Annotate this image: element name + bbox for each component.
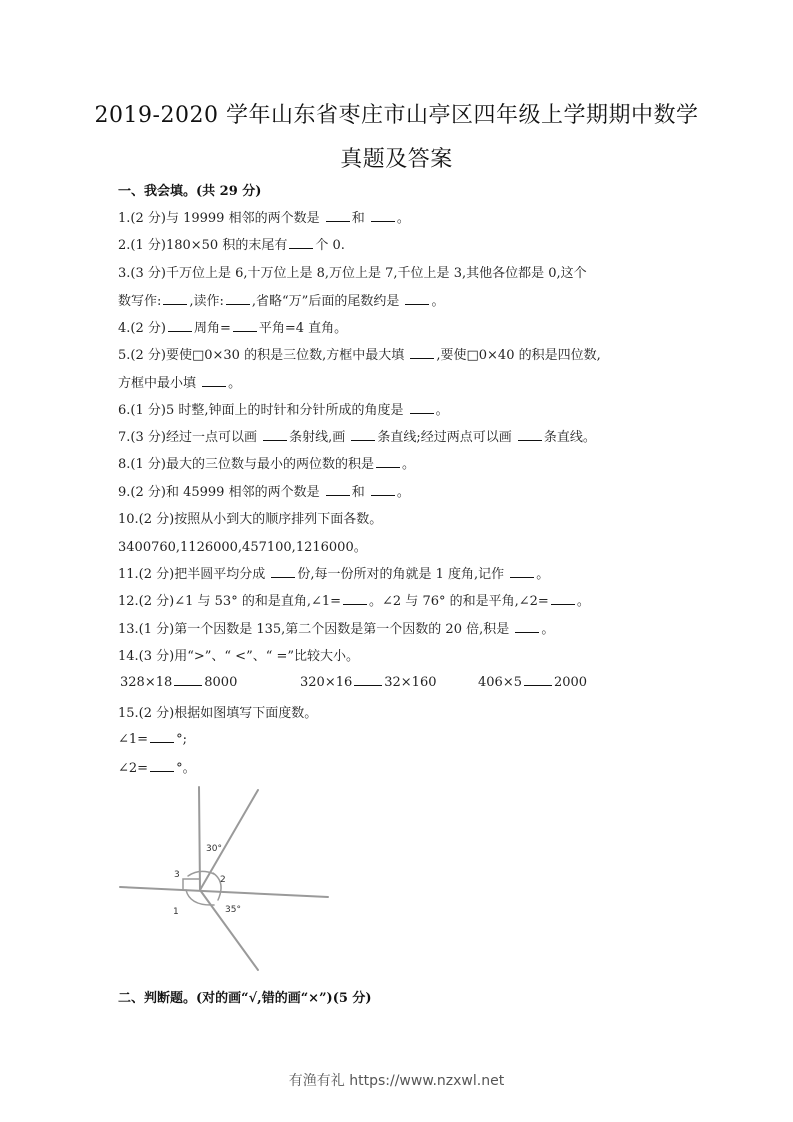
q8-text-a: 8.(1 分)最大的三位数与最小的两位数的积是 xyxy=(118,457,374,472)
question-8 xyxy=(118,453,415,472)
q9-blank-1[interactable] xyxy=(326,483,350,496)
q2-text-b: 个 0. xyxy=(315,238,345,253)
label-angle-1: 1 xyxy=(173,907,179,917)
q1-text-b: 和 xyxy=(351,211,369,226)
q2-blank-1[interactable] xyxy=(289,236,313,249)
question-15-angle2 xyxy=(118,757,196,776)
question-2 xyxy=(118,234,345,253)
q4-text-b: 周角= xyxy=(193,321,231,336)
angle1-label: ∠1= xyxy=(118,732,149,747)
q3-blank-2[interactable] xyxy=(226,292,250,305)
q9-text-a: 9.(2 分)和 45999 相邻的两个数是 xyxy=(118,485,324,500)
label-30-degrees: 30° xyxy=(206,844,222,854)
q1-blank-1[interactable] xyxy=(326,209,350,222)
question-15-line1: 15.(2 分)根据如图填写下面度数。 xyxy=(118,706,318,721)
q4-blank-2[interactable] xyxy=(233,319,257,332)
question-12 xyxy=(118,590,590,609)
document-title-line2: 真题及答案 xyxy=(340,147,453,172)
angle1-unit: °; xyxy=(176,732,187,747)
q11-text-c: 。 xyxy=(536,567,550,582)
q5-text-c: 方框中最小填 xyxy=(118,376,201,391)
q8-text-b: 。 xyxy=(401,457,415,472)
q5-blank-1[interactable] xyxy=(410,346,434,359)
q6-text-a: 6.(1 分)5 时整,钟面上的时针和分针所成的角度是 xyxy=(118,403,408,418)
question-10-line1: 10.(2 分)按照从小到大的顺序排列下面各数。 xyxy=(118,512,383,527)
comparison-1-blank[interactable] xyxy=(174,673,202,686)
q7-blank-1[interactable] xyxy=(263,428,287,441)
comparison-2-blank[interactable] xyxy=(354,673,382,686)
angle2-unit: °。 xyxy=(176,761,196,776)
section1-heading: 一、我会填。(共 29 分) xyxy=(118,184,262,199)
comparison-3-blank[interactable] xyxy=(524,673,552,686)
q12-blank-1[interactable] xyxy=(343,592,367,605)
q5-blank-2[interactable] xyxy=(202,374,226,387)
footer-watermark: 有渔有礼 https://www.nzxwl.net xyxy=(288,1073,505,1089)
section2-heading: 二、判断题。(对的画“√,错的画“×”)(5 分) xyxy=(118,991,372,1006)
label-angle-2: 2 xyxy=(220,875,226,885)
q7-text-a: 7.(3 分)经过一点可以画 xyxy=(118,430,262,445)
q3-blank-1[interactable] xyxy=(163,292,187,305)
q12-text-a: 12.(2 分)∠1 与 53° 的和是直角,∠1= xyxy=(118,594,342,609)
q7-blank-3[interactable] xyxy=(518,428,542,441)
comparison-2-left: 320×16 xyxy=(300,675,353,690)
q12-blank-2[interactable] xyxy=(551,592,575,605)
q6-text-b: 。 xyxy=(435,403,449,418)
question-5-line2 xyxy=(118,372,241,391)
q13-text-a: 13.(1 分)第一个因数是 135,第二个因数是第一个因数的 20 倍,积是 xyxy=(118,622,514,637)
q1-text-a: 1.(2 分)与 19999 相邻的两个数是 xyxy=(118,211,324,226)
q3-text-b: ,读作: xyxy=(189,294,224,309)
comparison-3 xyxy=(478,673,587,690)
comparison-3-right: 2000 xyxy=(553,675,588,690)
question-6 xyxy=(118,399,449,418)
q4-blank-1[interactable] xyxy=(168,319,192,332)
q3-blank-3[interactable] xyxy=(405,292,429,305)
comparison-3-left: 406×5 xyxy=(478,675,522,690)
question-7 xyxy=(118,426,596,445)
comparison-1-left: 328×18 xyxy=(120,675,173,690)
q12-text-c: 。 xyxy=(576,594,590,609)
comparison-2 xyxy=(300,673,437,690)
q2-text-a: 2.(1 分)180×50 积的末尾有 xyxy=(118,238,288,253)
q5-text-a: 5.(2 分)要使□0×30 的积是三位数,方框中最大填 xyxy=(118,348,409,363)
question-4 xyxy=(118,317,347,336)
label-angle-3: 3 xyxy=(174,870,180,880)
q9-text-c: 。 xyxy=(396,485,410,500)
question-10-numbers: 3400760,1126000,457100,1216000。 xyxy=(118,540,367,555)
q9-blank-2[interactable] xyxy=(371,483,395,496)
label-35-degrees: 35° xyxy=(225,905,241,915)
q13-text-b: 。 xyxy=(541,622,555,637)
question-14-line1: 14.(3 分)用“>”、“ <”、“ =”比较大小。 xyxy=(118,649,360,664)
q4-text-c: 平角=4 直角。 xyxy=(258,321,348,336)
angle-diagram xyxy=(118,782,338,977)
q6-blank-1[interactable] xyxy=(410,401,434,414)
question-5-line1 xyxy=(118,344,601,363)
question-3-line2 xyxy=(118,290,444,309)
angle2-label: ∠2= xyxy=(118,761,149,776)
q3-text-a: 数写作: xyxy=(118,294,162,309)
q7-text-c: 条直线;经过两点可以画 xyxy=(377,430,516,445)
q12-text-b: 。∠2 与 76° 的和是平角,∠2= xyxy=(369,594,549,609)
q9-text-b: 和 xyxy=(351,485,369,500)
question-15-angle1 xyxy=(118,730,187,747)
comparison-1-right: 8000 xyxy=(204,675,238,690)
q3-text-d: 。 xyxy=(431,294,445,309)
question-1 xyxy=(118,207,410,226)
q5-text-b: ,要使□0×40 的积是四位数, xyxy=(436,348,601,363)
angle2-blank[interactable] xyxy=(150,759,174,772)
q7-text-d: 条直线。 xyxy=(543,430,596,445)
q8-blank-1[interactable] xyxy=(376,455,400,468)
q11-text-a: 11.(2 分)把半圆平均分成 xyxy=(118,567,270,582)
q4-text-a: 4.(2 分) xyxy=(118,321,166,336)
comparison-1 xyxy=(120,673,237,690)
question-3-line1: 3.(3 分)千万位上是 6,十万位上是 8,万位上是 7,千位上是 3,其他各位都是 0,这个 xyxy=(118,266,587,281)
q7-blank-2[interactable] xyxy=(351,428,375,441)
q11-blank-2[interactable] xyxy=(510,565,534,578)
comparison-2-right: 32×160 xyxy=(384,675,437,690)
q13-blank-1[interactable] xyxy=(515,620,539,633)
angle-figure xyxy=(118,782,338,977)
document-title-line1: 2019-2020 学年山东省枣庄市山亭区四年级上学期期中数学 xyxy=(94,103,699,128)
q7-text-b: 条射线,画 xyxy=(289,430,350,445)
question-11 xyxy=(118,563,549,582)
question-13 xyxy=(118,618,554,637)
q11-blank-1[interactable] xyxy=(271,565,295,578)
q11-text-b: 份,每一份所对的角就是 1 度角,记作 xyxy=(297,567,509,582)
question-9 xyxy=(118,481,410,500)
q5-text-d: 。 xyxy=(228,376,242,391)
q1-text-c: 。 xyxy=(396,211,410,226)
q1-blank-2[interactable] xyxy=(371,209,395,222)
angle1-blank[interactable] xyxy=(150,730,174,743)
q3-text-c: ,省略“万”后面的尾数约是 xyxy=(251,294,404,309)
